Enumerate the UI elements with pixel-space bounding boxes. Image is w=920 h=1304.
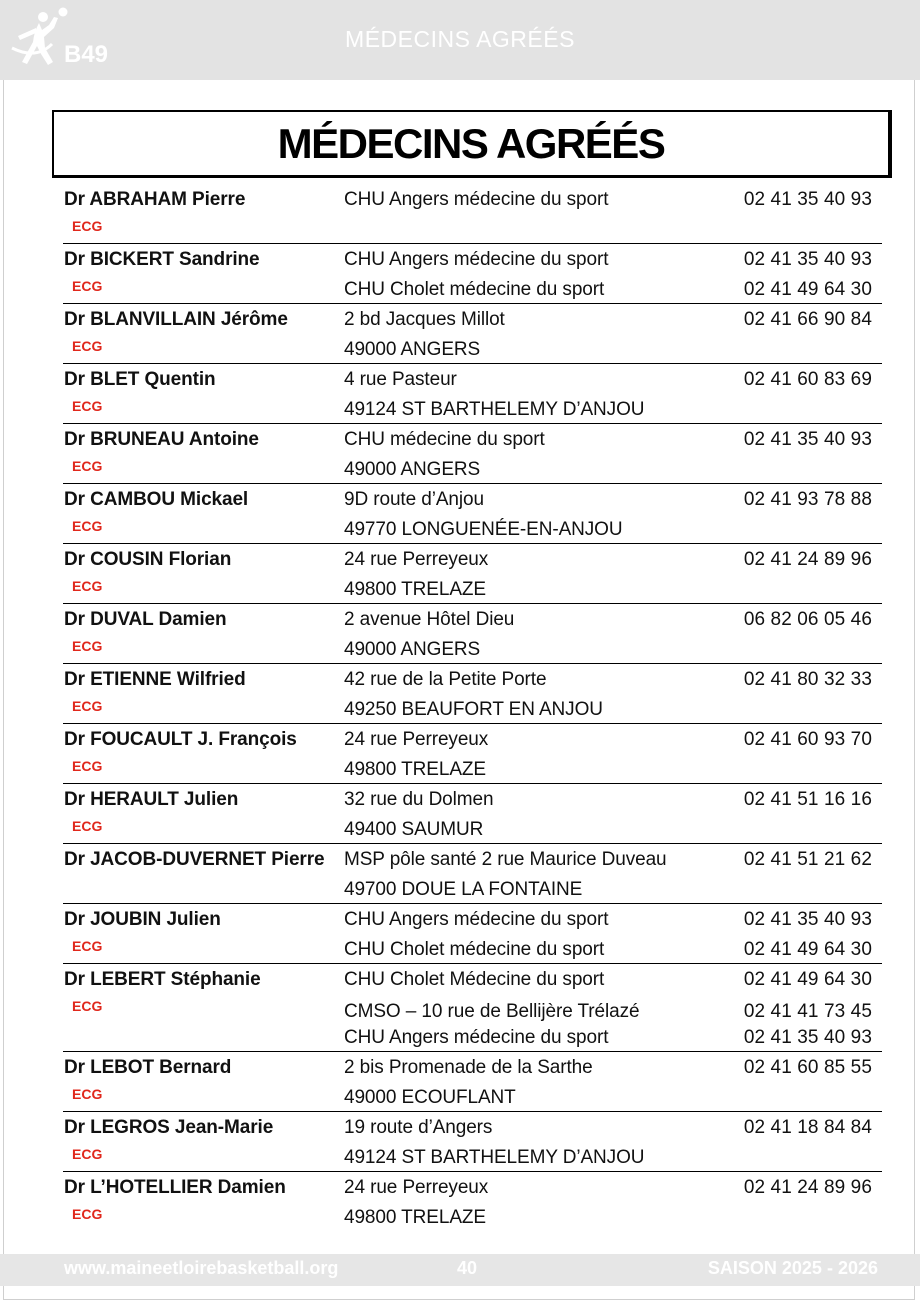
- doctor-name: Dr BICKERT Sandrine: [64, 249, 260, 270]
- title-box: [52, 110, 892, 178]
- address-line: 19 route d’Angers: [344, 1117, 493, 1138]
- doctor-row: [63, 184, 882, 244]
- ecg-badge: ECG: [72, 638, 103, 654]
- address-line: CHU Cholet médecine du sport: [344, 939, 605, 960]
- ecg-badge: ECG: [72, 818, 103, 834]
- address-line: 4 rue Pasteur: [344, 369, 457, 390]
- doctor-name: Dr BLET Quentin: [64, 369, 216, 390]
- phone-number: 02 41 24 89 96: [743, 1177, 872, 1198]
- doctor-name: Dr DUVAL Damien: [64, 609, 227, 630]
- address-line: 49800 TRELAZE: [344, 759, 486, 780]
- doctor-row: [63, 424, 882, 484]
- doctor-name: Dr FOUCAULT J. François: [64, 729, 297, 750]
- address-line: CHU Angers médecine du sport: [344, 1027, 609, 1048]
- footer-season: SAISON 2025 - 2026: [707, 1258, 878, 1278]
- address-line: 2 avenue Hôtel Dieu: [344, 609, 515, 630]
- phone-number: 02 41 60 83 69: [743, 369, 872, 390]
- doctor-row: [63, 844, 882, 904]
- logo-text: B49: [64, 41, 109, 68]
- phone-number: 02 41 35 40 93: [743, 189, 872, 210]
- address-line: 2 bis Promenade de la Sarthe: [344, 1057, 593, 1078]
- doctor-name: Dr HERAULT Julien: [64, 789, 239, 810]
- ecg-badge: ECG: [72, 518, 103, 534]
- ecg-badge: ECG: [72, 458, 103, 474]
- address-line: 49770 LONGUENÉE-EN-ANJOU: [344, 519, 623, 540]
- phone-number: 02 41 51 21 62: [743, 849, 872, 870]
- address-line: 24 rue Perreyeux: [344, 1177, 489, 1198]
- doctor-name: Dr L’HOTELLIER Damien: [64, 1177, 286, 1198]
- phone-number: 02 41 24 89 96: [743, 549, 872, 570]
- page-footer: [0, 1254, 920, 1286]
- ecg-badge: ECG: [72, 578, 103, 594]
- phone-number: 02 41 18 84 84: [743, 1117, 872, 1138]
- phone-number: 06 82 06 05 46: [743, 609, 872, 630]
- address-line: 42 rue de la Petite Porte: [344, 669, 547, 690]
- doctor-row: [63, 1112, 882, 1172]
- phone-number: 02 41 80 32 33: [743, 669, 872, 690]
- doctor-name: Dr ABRAHAM Pierre: [64, 189, 246, 210]
- doctor-row: [63, 964, 882, 1052]
- doctor-name: Dr LEBERT Stéphanie: [64, 969, 261, 990]
- address-line: 9D route d’Anjou: [344, 489, 484, 510]
- phone-number: 02 41 35 40 93: [743, 249, 872, 270]
- phone-number: 02 41 41 73 45: [743, 1001, 872, 1022]
- doctor-row: [63, 484, 882, 544]
- address-line: CHU Cholet médecine du sport: [344, 279, 605, 300]
- doctor-row: [63, 544, 882, 604]
- address-line: 24 rue Perreyeux: [344, 549, 489, 570]
- doctor-row: [63, 304, 882, 364]
- doctor-name: Dr LEGROS Jean-Marie: [64, 1117, 274, 1138]
- address-line: 49800 TRELAZE: [344, 1207, 486, 1228]
- phone-number: 02 41 49 64 30: [743, 939, 872, 960]
- address-line: 2 bd Jacques Millot: [344, 309, 505, 330]
- ecg-badge: ECG: [72, 338, 103, 354]
- phone-number: 02 41 49 64 30: [743, 969, 872, 990]
- ecg-badge: ECG: [72, 998, 103, 1014]
- address-line: 49000 ANGERS: [344, 459, 481, 480]
- phone-number: 02 41 35 40 93: [743, 909, 872, 930]
- address-line: 49250 BEAUFORT EN ANJOU: [344, 699, 603, 720]
- doctor-name: Dr CAMBOU Mickael: [64, 489, 249, 510]
- ecg-badge: ECG: [72, 218, 103, 234]
- doctor-row: [63, 904, 882, 964]
- doctor-name: Dr ETIENNE Wilfried: [64, 669, 246, 690]
- doctor-name: Dr BLANVILLAIN Jérôme: [64, 309, 288, 330]
- address-line: 49124 ST BARTHELEMY D’ANJOU: [344, 399, 645, 420]
- address-line: 49000 ECOUFLANT: [344, 1087, 516, 1108]
- address-line: CHU Angers médecine du sport: [344, 249, 609, 270]
- ecg-badge: ECG: [72, 938, 103, 954]
- ecg-badge: ECG: [72, 1146, 103, 1162]
- address-line: CHU Cholet Médecine du sport: [344, 969, 605, 990]
- ecg-badge: ECG: [72, 278, 103, 294]
- phone-number: 02 41 60 85 55: [743, 1057, 872, 1078]
- doctor-row: [63, 364, 882, 424]
- phone-number: 02 41 66 90 84: [743, 309, 872, 330]
- doctor-row: [63, 1052, 882, 1112]
- doctor-row: [63, 244, 882, 304]
- ecg-badge: ECG: [72, 698, 103, 714]
- phone-number: 02 41 51 16 16: [743, 789, 872, 810]
- doctor-row: [63, 724, 882, 784]
- doctor-name: Dr JACOB-DUVERNET Pierre: [64, 849, 325, 870]
- doctor-name: Dr LEBOT Bernard: [64, 1057, 232, 1078]
- doctor-name: Dr COUSIN Florian: [64, 549, 232, 570]
- ecg-badge: ECG: [72, 1086, 103, 1102]
- address-line: 24 rue Perreyeux: [344, 729, 489, 750]
- phone-number: 02 41 93 78 88: [743, 489, 872, 510]
- page-header: [0, 0, 920, 80]
- address-line: CMSO – 10 rue de Bellijère Trélazé: [344, 1001, 640, 1022]
- address-line: 32 rue du Dolmen: [344, 789, 494, 810]
- ecg-badge: ECG: [72, 1206, 103, 1222]
- address-line: MSP pôle santé 2 rue Maurice Duveau: [344, 849, 667, 870]
- footer-url: www.maineetloirebasketball.org: [64, 1258, 339, 1278]
- phone-number: 02 41 60 93 70: [743, 729, 872, 750]
- address-line: 49124 ST BARTHELEMY D’ANJOU: [344, 1147, 645, 1168]
- ecg-badge: ECG: [72, 398, 103, 414]
- header-title: MÉDECINS AGRÉÉS: [345, 26, 575, 52]
- phone-number: 02 41 35 40 93: [743, 1027, 872, 1048]
- doctors-list: [63, 184, 882, 1232]
- doctor-name: Dr JOUBIN Julien: [64, 909, 221, 930]
- address-line: CHU Angers médecine du sport: [344, 909, 609, 930]
- page-title: MÉDECINS AGRÉÉS: [277, 119, 665, 167]
- doctor-row: [63, 1172, 882, 1232]
- doctor-row: [63, 664, 882, 724]
- doctor-row: [63, 784, 882, 844]
- address-line: 49700 DOUE LA FONTAINE: [344, 879, 583, 900]
- phone-number: 02 41 35 40 93: [743, 429, 872, 450]
- doctor-row: [63, 604, 882, 664]
- page-number: 40: [457, 1258, 478, 1278]
- address-line: 49400 SAUMUR: [344, 819, 484, 840]
- phone-number: 02 41 49 64 30: [743, 279, 872, 300]
- ecg-badge: ECG: [72, 758, 103, 774]
- address-line: 49800 TRELAZE: [344, 579, 486, 600]
- address-line: CHU Angers médecine du sport: [344, 189, 609, 210]
- address-line: CHU médecine du sport: [344, 429, 545, 450]
- address-line: 49000 ANGERS: [344, 639, 481, 660]
- address-line: 49000 ANGERS: [344, 339, 481, 360]
- doctor-name: Dr BRUNEAU Antoine: [64, 429, 259, 450]
